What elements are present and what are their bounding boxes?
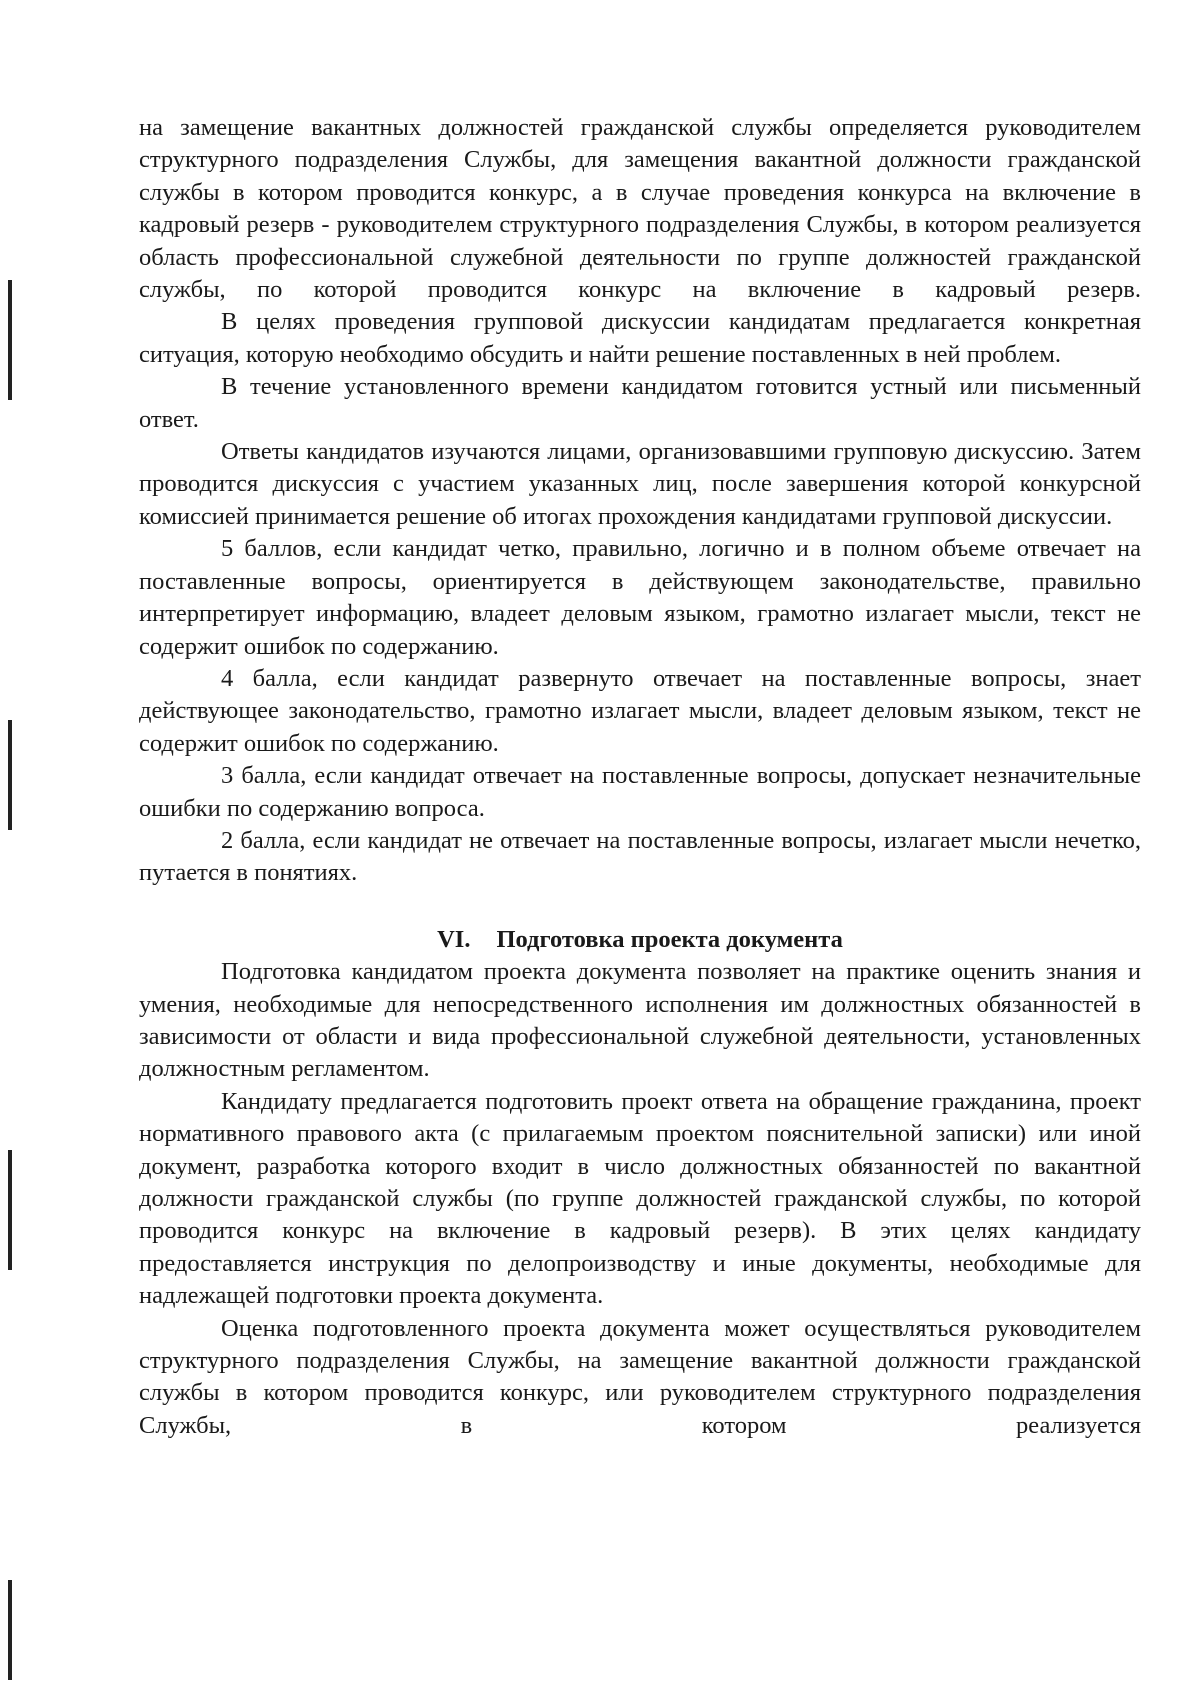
paragraph: 3 балла, если кандидат отвечает на поставленные вопросы, допускает незначительные ошибки по содержанию вопроса.: [139, 762, 1141, 822]
scan-artifact: [8, 720, 12, 830]
paragraph: 2 балла, если кандидат не отвечает на поставленные вопросы, излагает мысли нечетко, путается в понятиях.: [139, 826, 1141, 887]
scan-artifact: [8, 1150, 12, 1270]
paragraph: Кандидату предлагается подготовить проект ответа на обращение гражданина, проект нормативного правового акта (с прилагаемым проектом пояснительной записки) или иной документ, разработка которого входит в число должностных обязанностей по вакантной должности гражданской службы (по группе должностей гражданской службы, по которой проводится конкурс на включение в кадровый резерв). В этих целях кандидату предоставляется инструкция по делопроизводству и иные документы, необходимые для надлежащей подготовки проекта документа.: [139, 1087, 1141, 1310]
section-title: Подготовка проекта документа: [496, 925, 843, 953]
paragraph: на замещение вакантных должностей гражданской службы определяется руководителем структурного подразделения Службы, для замещения вакантной должности гражданской службы в котором проводится конкурс, а в случае проведения конкурса на включение в кадровый резерв - руководителем структурного подразделения Службы, в котором реализуется область профессиональной служебной деятельности по группе должностей гражданской службы, по которой проводится конкурс на включение в кадровый резерв.: [139, 114, 1141, 304]
paragraph: Подготовка кандидатом проекта документа позволяет на практике оценить знания и умения, необходимые для непосредственного исполнения им должностных обязанностей в зависимости от области и вида профессиональной служебной деятельности, установленных должностным регламентом.: [139, 958, 1141, 1083]
scan-artifact: [8, 280, 12, 400]
paragraph: 5 баллов, если кандидат четко, правильно, логично и в полном объеме отвечает на поставленные вопросы, ориентируется в действующем законодательстве, правильно интерпретирует информацию, владеет деловым языком, грамотно излагает мысли, текст не содержит ошибок по содержанию.: [139, 535, 1141, 660]
paragraph: 4 балла, если кандидат развернуто отвечает на поставленные вопросы, знает действующее законодательство, грамотно излагает мысли, владеет деловым языком, текст не содержит ошибок по содержанию.: [139, 664, 1141, 757]
scan-artifact: [8, 1580, 12, 1680]
paragraph: Оценка подготовленного проекта документа может осуществляться руководителем структурного подразделения Службы, на замещение вакантной должности гражданской службы в котором проводится конкурс, или руководителем структурного подразделения Службы, в котором реализуется: [139, 1314, 1141, 1439]
section-number: VI.: [437, 925, 471, 953]
document-body: [139, 112, 1141, 1442]
section-heading: [139, 924, 1141, 956]
paragraph: В течение установленного времени кандидатом готовится устный или письменный ответ.: [139, 373, 1141, 433]
paragraph: Ответы кандидатов изучаются лицами, организовавшими групповую дискуссию. Затем проводится дискуссия с участием указанных лиц, после завершения которой конкурсной комиссией принимается решение об итогах прохождения кандидатами групповой дискуссии.: [139, 438, 1141, 530]
paragraph: В целях проведения групповой дискуссии кандидатам предлагается конкретная ситуация, которую необходимо обсудить и найти решение поставленных в ней проблем.: [139, 308, 1141, 368]
